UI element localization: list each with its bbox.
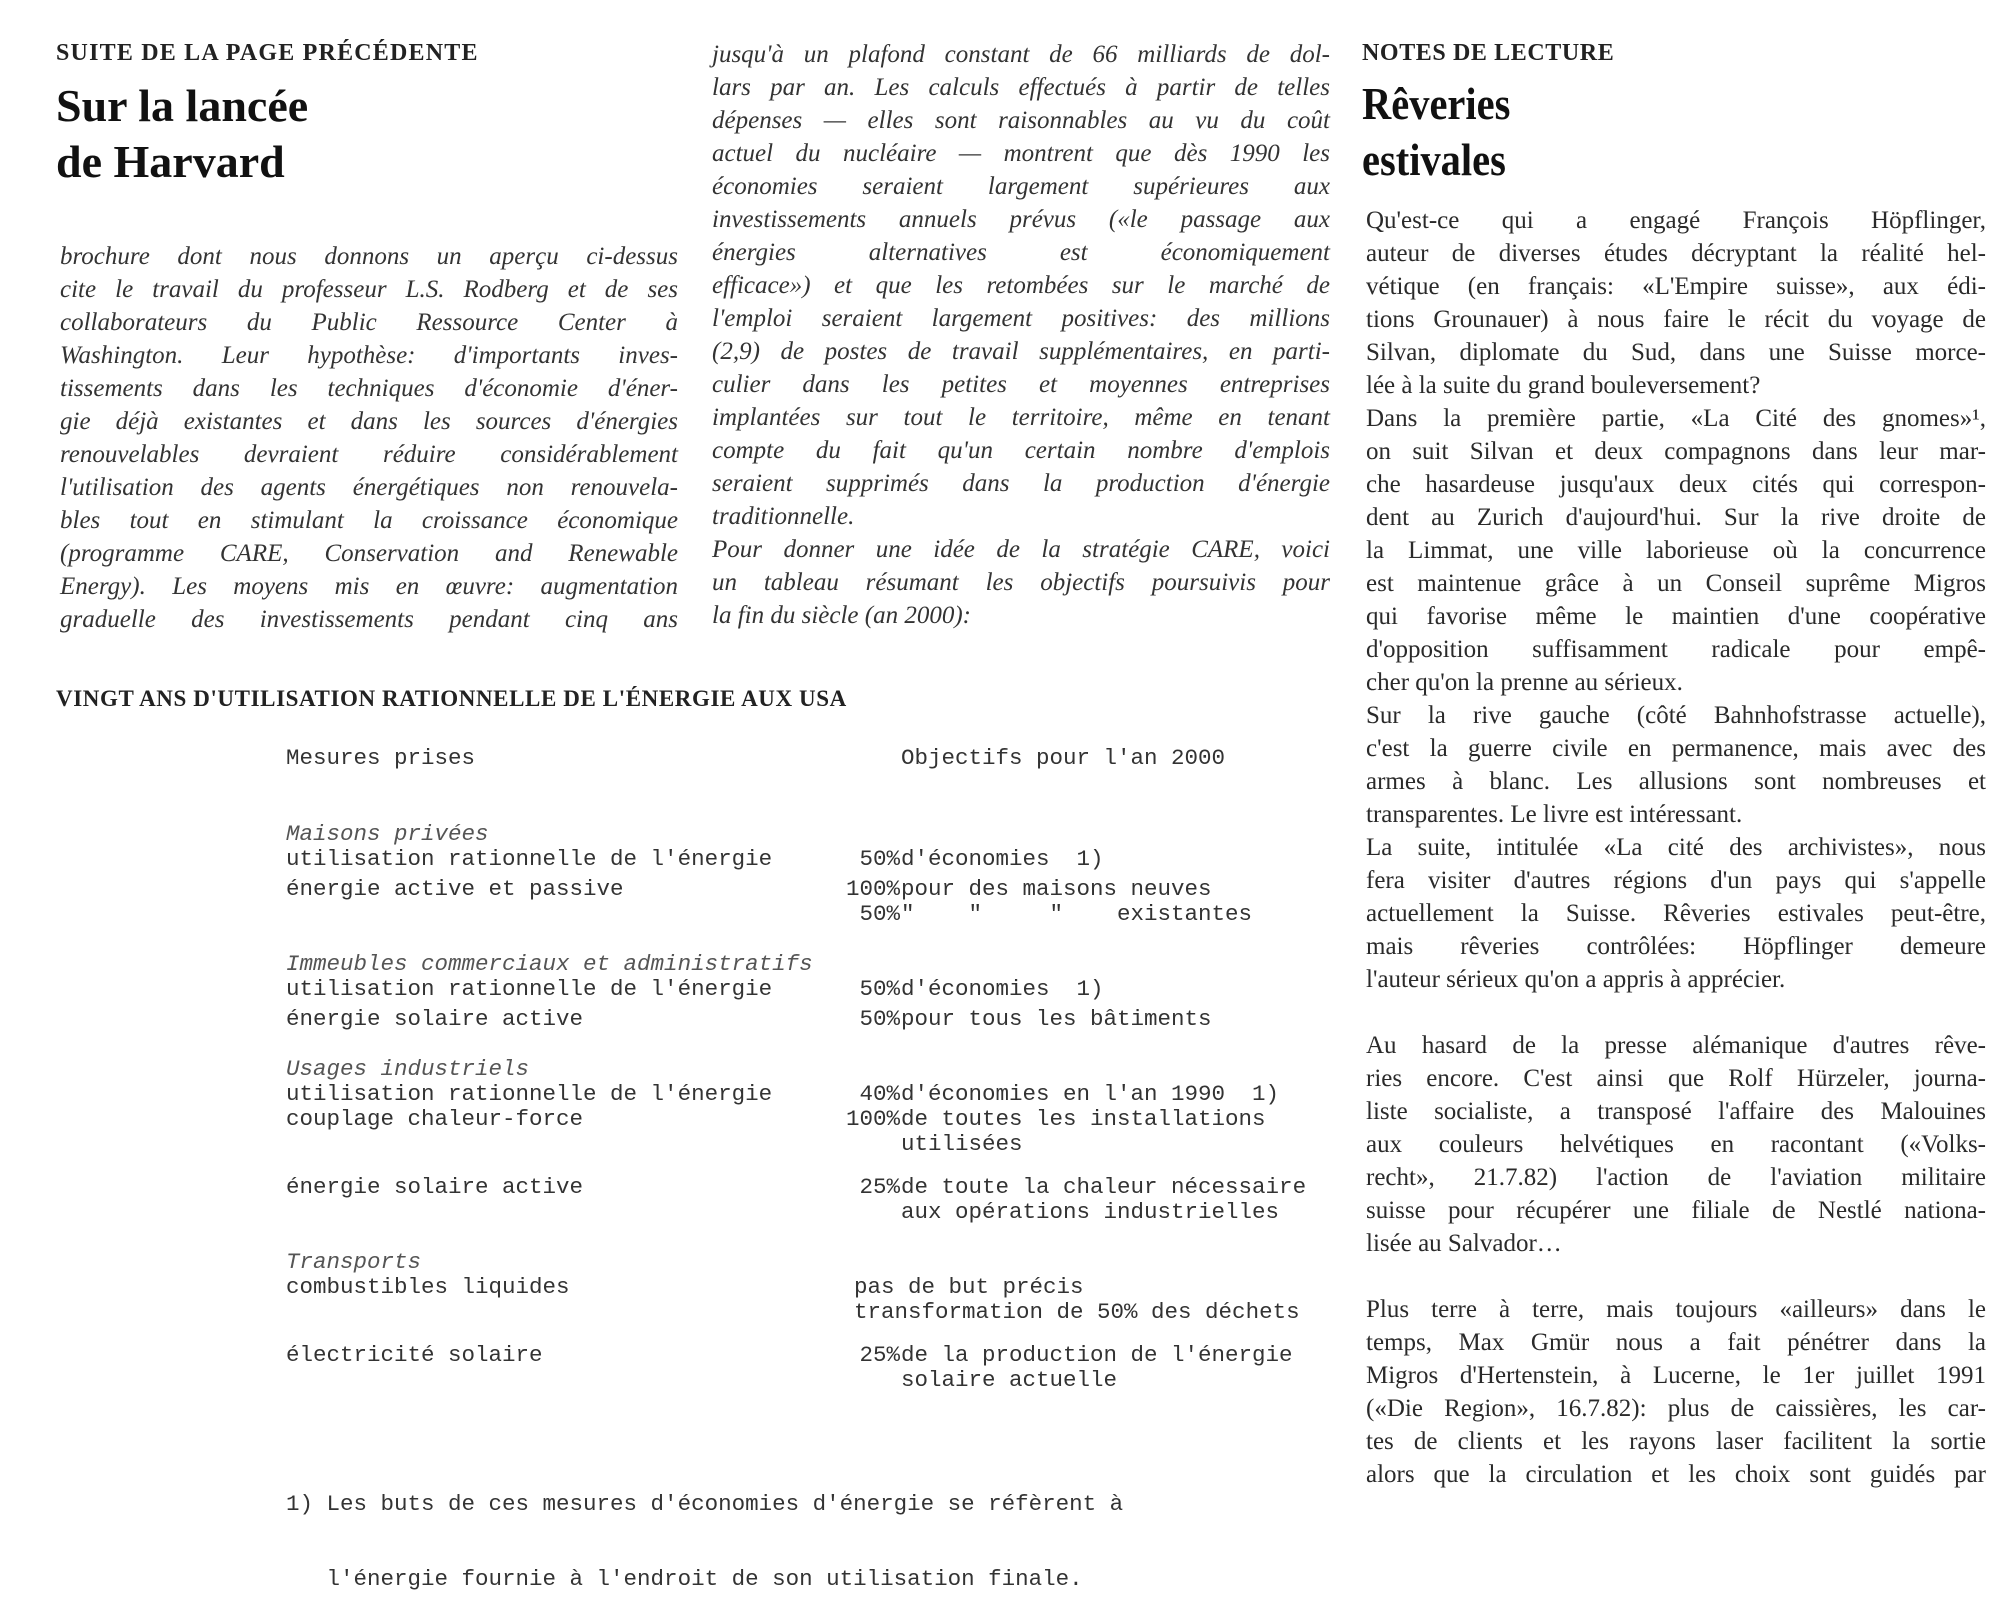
- table-objective: [854, 1275, 1300, 1325]
- text-line: Silvan, diplomate du Sud, dans une Suisse morce-: [1366, 339, 1986, 366]
- text-line: cite le travail du professeur L.S. Rodberg et de ses: [60, 276, 678, 303]
- notes-paragraph: [1366, 204, 1986, 402]
- text-line: che hasardeuse jusqu'aux deux cités qui correspon-: [1366, 471, 1986, 498]
- table-section: [286, 1250, 1346, 1393]
- text-line: compte du fait qu'un certain nombre d'emplois: [712, 437, 1330, 464]
- text-line: vétique (en français: «L'Empire suisse», aux édi-: [1366, 273, 1986, 300]
- table-footnote-line-2: l'énergie fournie à l'endroit de son utilisation finale.: [286, 1566, 1083, 1592]
- text-line: c'est la guerre civile en permanence, mais avec des: [1366, 735, 1986, 762]
- notes-body: [1366, 204, 1986, 1491]
- table-objective: [901, 977, 1104, 1002]
- text-line: seraient supprimés dans la production d'énergie: [712, 470, 1330, 497]
- text-line: gie déjà existantes et dans les sources d'énergies: [60, 408, 678, 435]
- table-objective: [901, 1175, 1306, 1225]
- text-line: Plus terre à terre, mais toujours «ailleurs» dans le: [1366, 1296, 1986, 1323]
- text-line: Migros d'Hertenstein, à Lucerne, le 1er juillet 1991: [1366, 1362, 1986, 1389]
- text-line: temps, Max Gmür nous a fait pénétrer dans la: [1366, 1329, 1986, 1356]
- text-line: qui favorise même le maintien d'une coopérative: [1366, 603, 1986, 630]
- text-line: fera visiter d'autres régions d'un pays qui s'appelle: [1366, 867, 1986, 894]
- text-line: implantées sur tout le territoire, même en tenant: [712, 404, 1330, 431]
- table-objective-line: pour des maisons neuves: [901, 876, 1212, 902]
- table-objective: [901, 1082, 1279, 1107]
- table-objective-line: d'économies 1): [901, 846, 1104, 872]
- table-row: [286, 1107, 1346, 1157]
- notes-title: [1362, 76, 1510, 188]
- article-column-2: [712, 38, 1330, 632]
- text-line: bles tout en stimulant la croissance économique: [60, 507, 678, 534]
- table-measure: utilisation rationnelle de l'énergie: [286, 1081, 773, 1107]
- text-line: la fin du siècle (an 2000):: [712, 602, 971, 629]
- text-line: Dans la première partie, «La Cité des gnomes»¹,: [1366, 405, 1986, 432]
- table-measure: énergie solaire active: [286, 1174, 584, 1200]
- table-row: [286, 847, 1346, 872]
- text-line: dépenses — elles sont raisonnables au vu du coût: [712, 107, 1330, 134]
- text-line: actuellement la Suisse. Rêveries estivales peut-être,: [1366, 900, 1986, 927]
- text-line: tes de clients et les rayons laser facilitent la sortie: [1366, 1428, 1986, 1455]
- notes-title-line-1: Rêveries: [1362, 78, 1511, 129]
- text-line: alors que la circulation et les choix sont guidés par: [1366, 1461, 1986, 1488]
- text-line: on suit Silvan et deux compagnons dans leur mar-: [1366, 438, 1986, 465]
- table-percent: 50%: [859, 846, 900, 872]
- text-line: auteur de diverses études décryptant la réalité hel-: [1366, 240, 1986, 267]
- table-objective: [901, 1007, 1212, 1032]
- table-row: [286, 902, 1346, 927]
- table-section: [286, 1057, 1346, 1225]
- table-category: Maisons privées: [286, 821, 489, 847]
- text-line: Pour donner une idée de la stratégie CARE, voici: [712, 536, 1330, 563]
- energy-table: [286, 822, 1346, 1418]
- table-section: [286, 822, 1346, 927]
- table-measure: énergie active et passive: [286, 876, 624, 902]
- notes-kicker: NOTES DE LECTURE: [1362, 40, 1615, 66]
- text-line: l'emploi seraient largement positives: des millions: [712, 305, 1330, 332]
- table-row: [286, 1175, 1346, 1225]
- text-line: la Limmat, une ville laborieuse où la concurrence: [1366, 537, 1986, 564]
- text-line: l'utilisation des agents énergétiques non renouvela-: [60, 474, 678, 501]
- text-line: culier dans les petites et moyennes entreprises: [712, 371, 1330, 398]
- text-line: tions Grounauer) à nous faire le récit du voyage de: [1366, 306, 1986, 333]
- table-objective: [901, 1343, 1293, 1393]
- table-objective: [901, 877, 1212, 902]
- text-line: investissements annuels prévus («le passage aux: [712, 206, 1330, 233]
- text-line: transparentes. Le livre est intéressant.: [1366, 801, 1743, 828]
- text-line: recht», 21.7.82) l'action de l'aviation militaire: [1366, 1164, 1986, 1191]
- text-line: Sur la rive gauche (côté Bahnhofstrasse actuelle),: [1366, 702, 1986, 729]
- text-line: dent au Zurich d'aujourd'hui. Sur la rive droite de: [1366, 504, 1986, 531]
- table-header-measures: Mesures prises: [286, 745, 476, 771]
- table-objective: [901, 902, 1252, 927]
- notes-paragraph: [1366, 1029, 1986, 1260]
- article-title-line-2: de Harvard: [56, 136, 285, 187]
- text-line: (programme CARE, Conservation and Renewable: [60, 540, 678, 567]
- text-line: lisée au Salvador…: [1366, 1230, 1562, 1257]
- text-line: cher qu'on la prenne au sérieux.: [1366, 669, 1683, 696]
- text-line: («Die Region», 16.7.82): plus de caissières, les car-: [1366, 1395, 1986, 1422]
- text-line: Energy). Les moyens mis en œuvre: augmentation: [60, 573, 678, 600]
- table-category: Transports: [286, 1249, 422, 1275]
- text-line: énergies alternatives est économiquement: [712, 239, 1330, 266]
- text-line: collaborateurs du Public Ressource Center à: [60, 309, 678, 336]
- table-objective-line: pas de but précis: [854, 1274, 1084, 1300]
- table-measure: combustibles liquides: [286, 1274, 570, 1300]
- section-kicker: SUITE DE LA PAGE PRÉCÉDENTE: [56, 40, 479, 66]
- table-section: [286, 952, 1346, 1032]
- table-percent: 25%: [859, 1342, 900, 1368]
- table-objective-line: " " " existantes: [901, 901, 1253, 927]
- table-row: [286, 1007, 1346, 1032]
- table-row: [286, 1343, 1346, 1393]
- text-line: mais rêveries contrôlées: Höpflinger demeure: [1366, 933, 1986, 960]
- text-line: Au hasard de la presse alémanique d'autres rêve-: [1366, 1032, 1986, 1059]
- table-objective-line: de la production de l'énergie: [901, 1342, 1293, 1368]
- table-objective-line: transformation de 50% des déchets: [854, 1299, 1300, 1325]
- table-percent: 50%: [859, 901, 900, 927]
- text-line: économies seraient largement supérieures aux: [712, 173, 1330, 200]
- table-objective: [901, 1107, 1266, 1157]
- text-line: tissements dans les techniques d'économie d'éner-: [60, 375, 678, 402]
- notes-paragraph: [1366, 831, 1986, 996]
- text-line: actuel du nucléaire — montrent que dès 1990 les: [712, 140, 1330, 167]
- table-row: [286, 877, 1346, 902]
- table-objective-line: solaire actuelle: [901, 1367, 1118, 1393]
- article-title: [56, 78, 308, 190]
- text-line: d'opposition suffisamment radicale pour empê-: [1366, 636, 1986, 663]
- table-objective-line: pour tous les bâtiments: [901, 1006, 1212, 1032]
- table-measure: utilisation rationnelle de l'énergie: [286, 976, 773, 1002]
- article-column-1: [60, 240, 678, 636]
- table-objective-line: aux opérations industrielles: [901, 1199, 1280, 1225]
- table-measure: couplage chaleur-force: [286, 1106, 584, 1132]
- text-line: traditionnelle.: [712, 503, 855, 530]
- text-line: suisse pour récupérer une filiale de Nestlé nationa-: [1366, 1197, 1986, 1224]
- text-line: La suite, intitulée «La cité des archivistes», nous: [1366, 834, 1986, 861]
- text-line: brochure dont nous donnons un aperçu ci-dessus: [60, 243, 678, 270]
- table-category: Immeubles commerciaux et administratifs: [286, 951, 813, 977]
- table-row: [286, 1275, 1346, 1325]
- table-percent: 40%: [859, 1081, 900, 1107]
- text-line: lars par an. Les calculs effectués à partir de telles: [712, 74, 1330, 101]
- table-footnote: [286, 1442, 1123, 1617]
- text-line: un tableau résumant les objectifs poursuivis pour: [712, 569, 1330, 596]
- text-line: renouvelables devraient réduire considérablement: [60, 441, 678, 468]
- article-title-line-1: Sur la lancée: [56, 80, 309, 131]
- notes-title-line-2: estivales: [1362, 134, 1506, 185]
- notes-paragraph: [1366, 1293, 1986, 1491]
- table-category: Usages industriels: [286, 1056, 530, 1082]
- text-line: est maintenue grâce à un Conseil suprême Migros: [1366, 570, 1986, 597]
- text-line: ries encore. C'est ainsi que Rolf Hürzeler, journa-: [1366, 1065, 1986, 1092]
- text-line: jusqu'à un plafond constant de 66 milliards de dol-: [712, 41, 1330, 68]
- table-title: VINGT ANS D'UTILISATION RATIONNELLE DE L'ÉNERGIE AUX USA: [56, 686, 847, 711]
- table-header-objectives: Objectifs pour l'an 2000: [901, 745, 1226, 771]
- text-line: Washington. Leur hypothèse: d'importants inves-: [60, 342, 678, 369]
- table-objective-line: d'économies 1): [901, 976, 1104, 1002]
- notes-paragraph: [1366, 699, 1986, 831]
- table-objective-line: utilisées: [901, 1131, 1023, 1157]
- text-line: efficace») et que les retombées sur le marché de: [712, 272, 1330, 299]
- table-footnote-line-1: 1) Les buts de ces mesures d'économies d'énergie se réfèrent à: [286, 1491, 1124, 1517]
- table-percent: 100%: [845, 1106, 900, 1132]
- table-objective: [901, 847, 1104, 872]
- table-measure: électricité solaire: [286, 1342, 543, 1368]
- table-row: [286, 977, 1346, 1002]
- text-line: Qu'est-ce qui a engagé François Höpflinger,: [1366, 207, 1986, 234]
- table-percent: 100%: [845, 876, 900, 902]
- notes-paragraph: [1366, 402, 1986, 699]
- text-line: l'auteur sérieux qu'on a appris à apprécier.: [1366, 966, 1786, 993]
- text-line: liste socialiste, a transposé l'affaire des Malouines: [1366, 1098, 1986, 1125]
- table-percent: 50%: [859, 976, 900, 1002]
- text-line: graduelle des investissements pendant cinq ans: [60, 606, 678, 633]
- table-objective-line: de toutes les installations: [901, 1106, 1266, 1132]
- text-line: armes à blanc. Les allusions sont nombreuses et: [1366, 768, 1986, 795]
- table-objective-line: de toute la chaleur nécessaire: [901, 1174, 1307, 1200]
- table-measure: utilisation rationnelle de l'énergie: [286, 846, 773, 872]
- table-measure: énergie solaire active: [286, 1006, 584, 1032]
- table-objective-line: d'économies en l'an 1990 1): [901, 1081, 1280, 1107]
- table-percent: 50%: [859, 1006, 900, 1032]
- text-line: lée à la suite du grand bouleversement?: [1366, 372, 1761, 399]
- table-row: [286, 1082, 1346, 1107]
- text-line: aux couleurs helvétiques en racontant («Volks-: [1366, 1131, 1986, 1158]
- text-line: (2,9) de postes de travail supplémentaires, en parti-: [712, 338, 1330, 365]
- table-percent: 25%: [859, 1174, 900, 1200]
